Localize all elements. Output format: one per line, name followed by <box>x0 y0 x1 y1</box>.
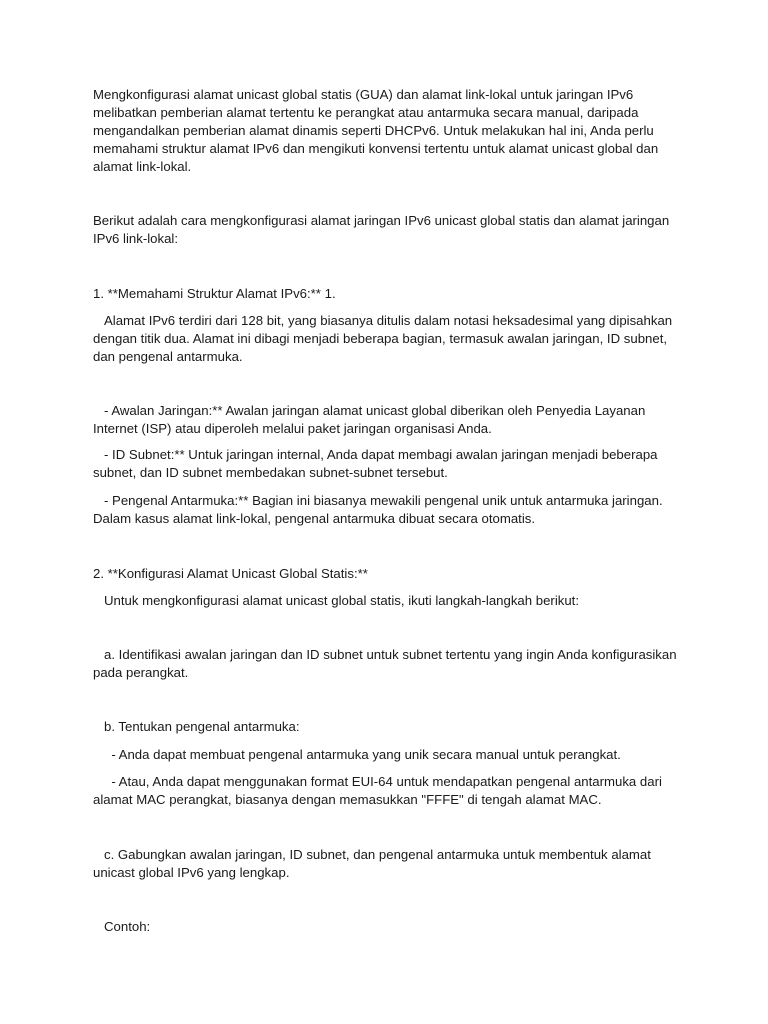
bullet-subnet-id: - ID Subnet:** Untuk jaringan internal, Anda dapat membagi awalan jaringan menjadi beberapa subnet, dan ID subnet membedakan subnet-subnet tersebut. <box>93 447 662 480</box>
bullet-interface-id: - Pengenal Antarmuka:** Bagian ini biasanya mewakili pengenal unik untuk antarmuka jaringan. Dalam kasus alamat link-lokal, pengenal antarmuka dibuat secara otomatis. <box>93 493 667 526</box>
section-1-body: Alamat IPv6 terdiri dari 128 bit, yang biasanya ditulis dalam notasi heksadesimal yang dipisahkan dengan titik dua. Alamat ini dibagi menjadi beberapa bagian, termasuk awalan jaringan, ID subnet, dan pengenal antarmuka. <box>93 313 676 364</box>
section-1-heading: 1. **Memahami Struktur Alamat IPv6:** 1. <box>93 286 336 301</box>
overview-paragraph: Berikut adalah cara mengkonfigurasi alamat jaringan IPv6 unicast global statis dan alamat jaringan IPv6 link-lokal: <box>93 213 673 246</box>
step-c: c. Gabungkan awalan jaringan, ID subnet, dan pengenal antarmuka untuk membentuk alamat unicast global IPv6 yang lengkap. <box>93 847 655 880</box>
bullet-network-prefix: - Awalan Jaringan:** Awalan jaringan alamat unicast global diberikan oleh Penyedia Layanan Internet (ISP) atau diperoleh melalui paket jaringan organisasi Anda. <box>93 403 649 436</box>
step-b: b. Tentukan pengenal antarmuka: <box>93 719 300 734</box>
step-b-option-manual: - Anda dapat membuat pengenal antarmuka yang unik secara manual untuk perangkat. <box>93 747 621 762</box>
section-2-intro: Untuk mengkonfigurasi alamat unicast global statis, ikuti langkah-langkah berikut: <box>93 593 580 608</box>
step-a: a. Identifikasi awalan jaringan dan ID subnet untuk subnet tertentu yang ingin Anda konfigurasikan pada perangkat. <box>93 647 681 680</box>
example-label: Contoh: <box>93 919 151 934</box>
step-b-option-eui64: - Atau, Anda dapat menggunakan format EUI-64 untuk mendapatkan pengenal antarmuka dari alamat MAC perangkat, biasanya dengan memasukkan "FFFE" di tengah alamat MAC. <box>93 774 666 807</box>
intro-paragraph: Mengkonfigurasi alamat unicast global statis (GUA) dan alamat link-lokal untuk jaringan IPv6 melibatkan pemberian alamat tertentu ke perangkat atau antarmuka secara manual, daripada mengandalkan pemberian alamat dinamis seperti DHCPv6. Untuk melakukan hal ini, Anda perlu memahami struktur alamat IPv6 dan mengikuti konvensi tertentu untuk alamat unicast global dan alamat link-lokal. <box>93 87 662 174</box>
section-2-heading: 2. **Konfigurasi Alamat Unicast Global Statis:** <box>93 566 368 581</box>
